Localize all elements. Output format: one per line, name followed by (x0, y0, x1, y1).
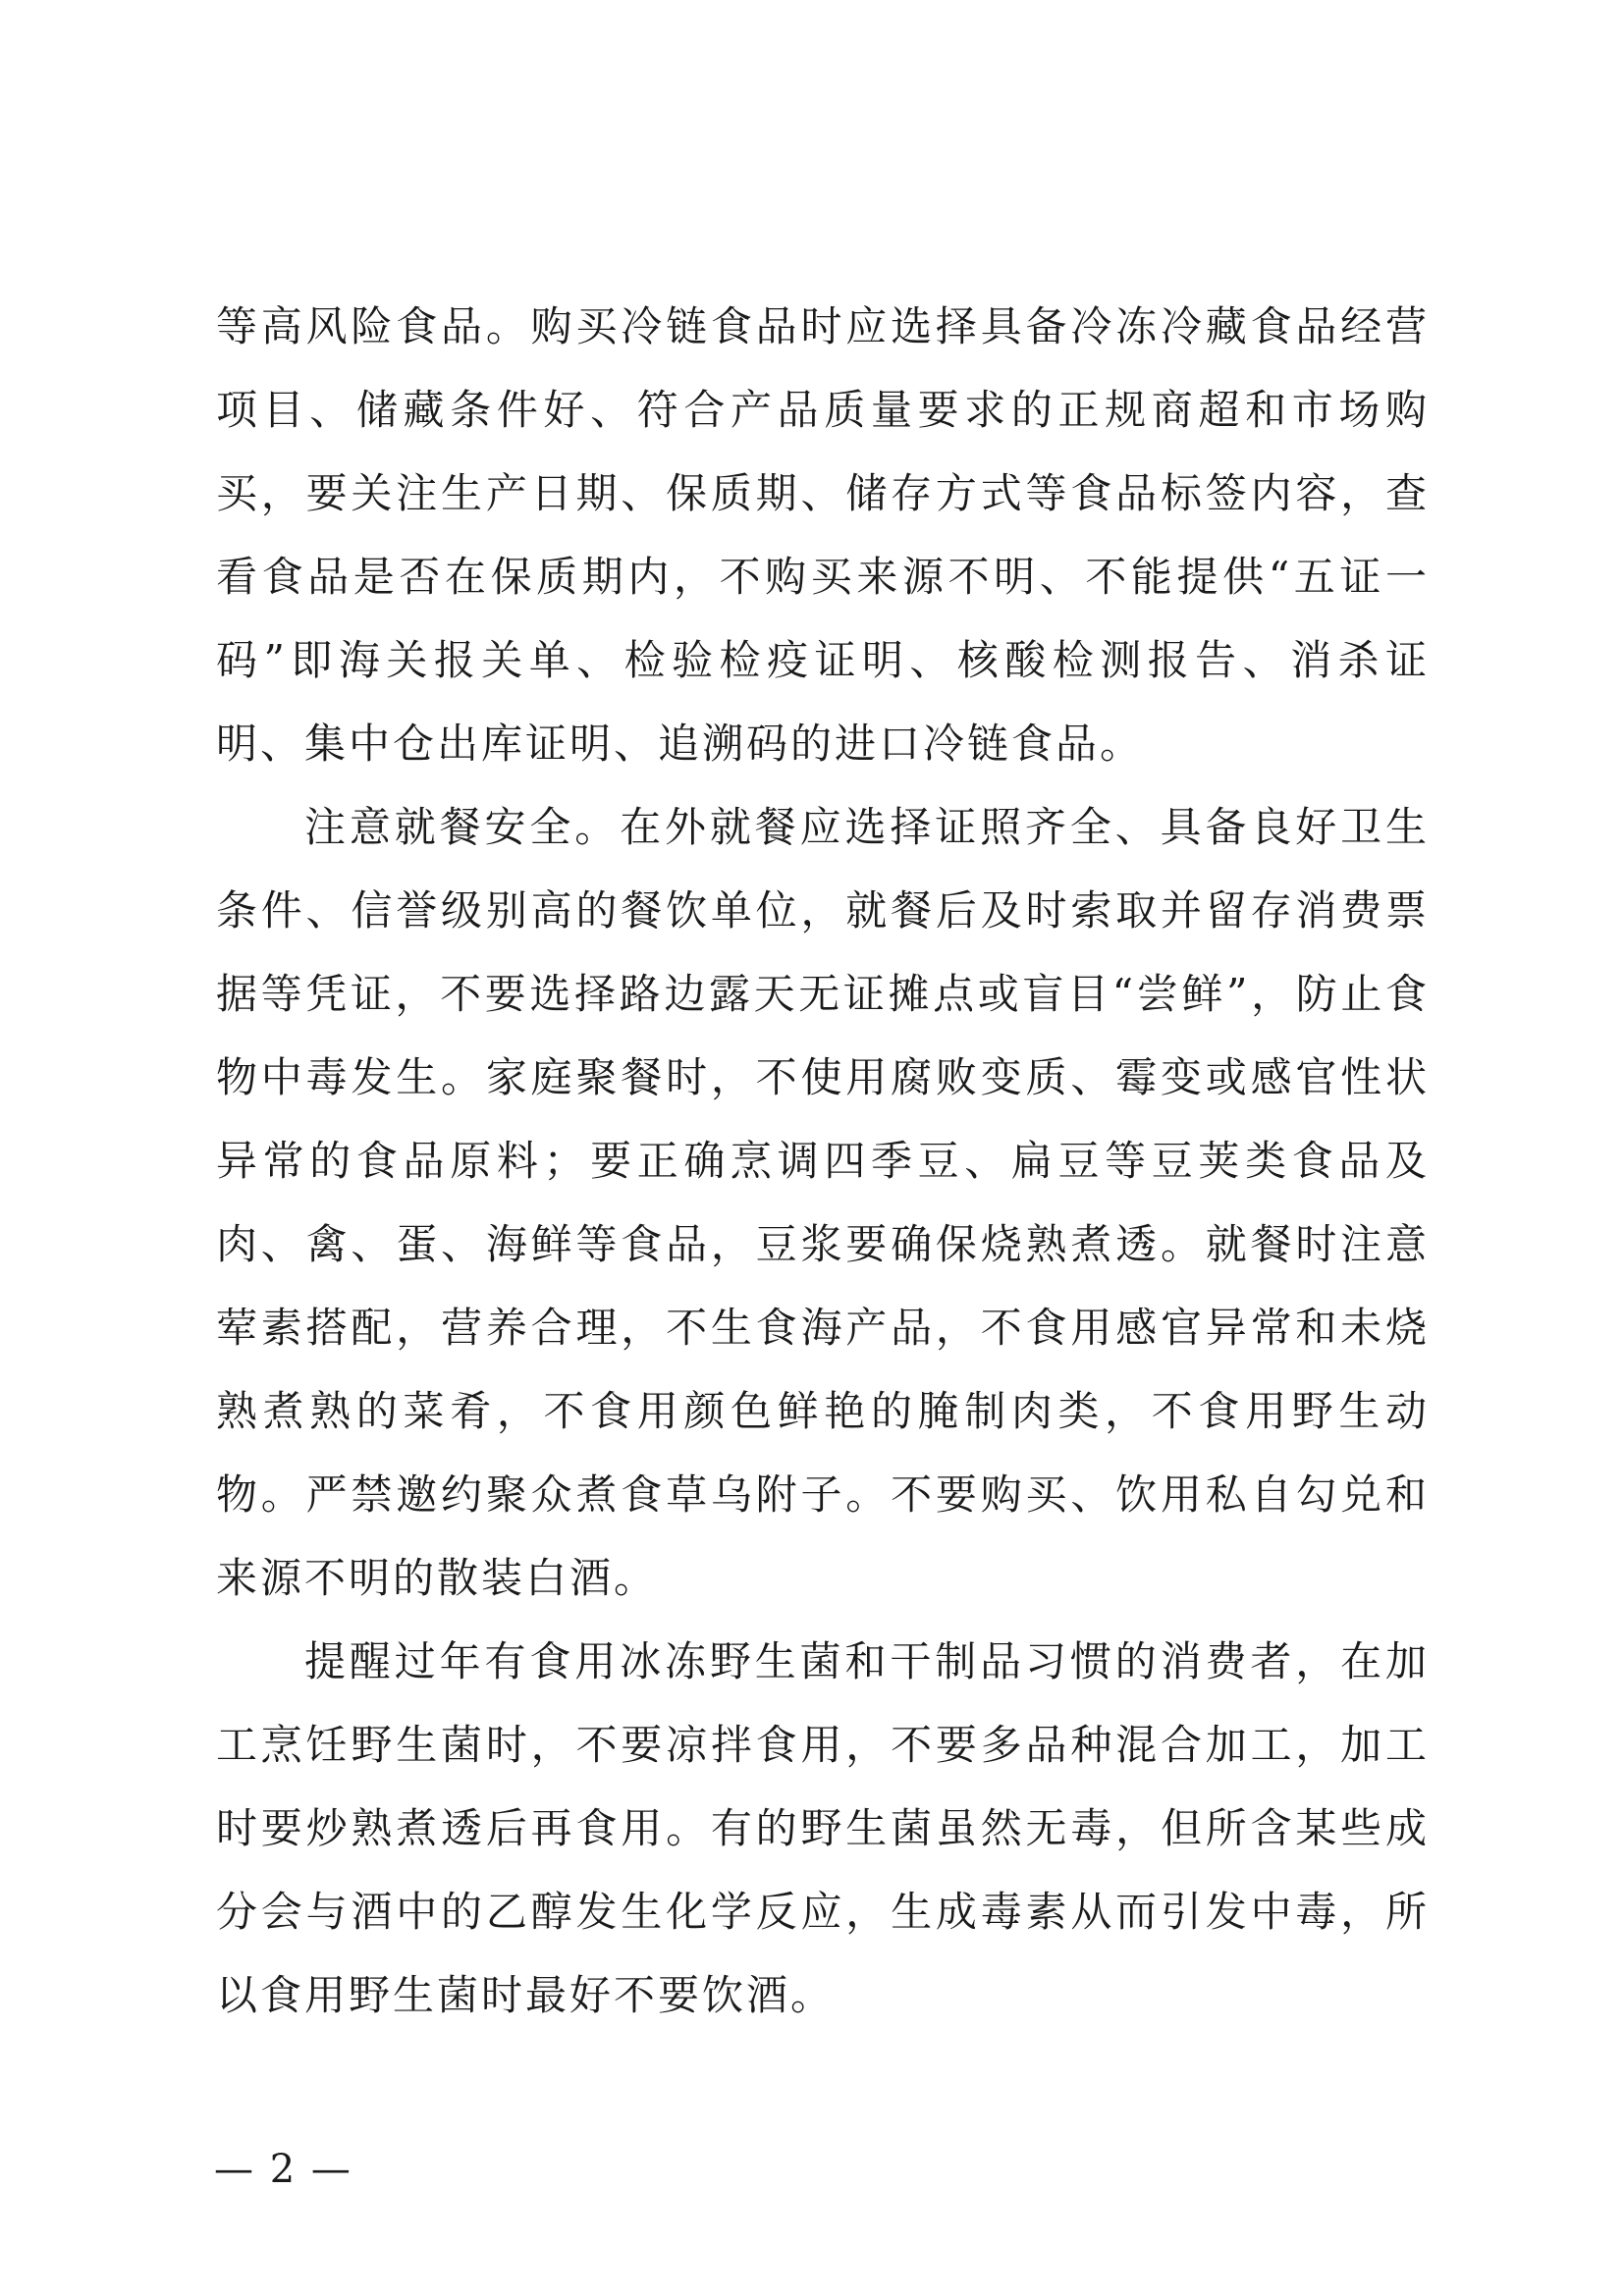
paragraph-1: 等高风险食品。购买冷链食品时应选择具备冷冻冷藏食品经营项目、储藏条件好、符合产品质量要求的正规商超和市场购买，要关注生产日期、保质期、储存方式等食品标签内容，查看食品是否在保质期内，不购买来源不明、不能提供“五证一码”即海关报关单、检验检疫证明、核酸检测报告、消杀证明、集中仓出库证明、追溯码的进口冷链食品。 (216, 302, 1430, 768)
paragraph-2: 注意就餐安全。在外就餐应选择证照齐全、具备良好卫生条件、信誉级别高的餐饮单位，就餐后及时索取并留存消费票据等凭证，不要选择路边露天无证摊点或盲目“尝鲜”，防止食物中毒发生。家庭聚餐时，不使用腐败变质、霉变或感官性状异常的食品原料；要正确烹调四季豆、扁豆等豆荚类食品及肉、禽、蛋、海鲜等食品，豆浆要确保烧熟煮透。就餐时注意荤素搭配，营养合理，不生食海产品，不食用感官异常和未烧熟煮熟的菜肴，不食用颜色鲜艳的腌制肉类，不食用野生动物。严禁邀约聚众煮食草乌附子。不要购买、饮用私自勾兑和来源不明的散装白酒。 (216, 803, 1430, 1602)
page-number: — 2 — (214, 2147, 352, 2192)
paragraph-3: 提醒过年有食用冰冻野生菌和干制品习惯的消费者，在加工烹饪野生菌时，不要凉拌食用，不要多品种混合加工，加工时要炒熟煮透后再食用。有的野生菌虽然无毒，但所含某些成分会与酒中的乙醇发生化学反应，生成毒素从而引发中毒，所以食用野生菌时最好不要饮酒。 (216, 1637, 1430, 2019)
body-text (216, 285, 1430, 2037)
